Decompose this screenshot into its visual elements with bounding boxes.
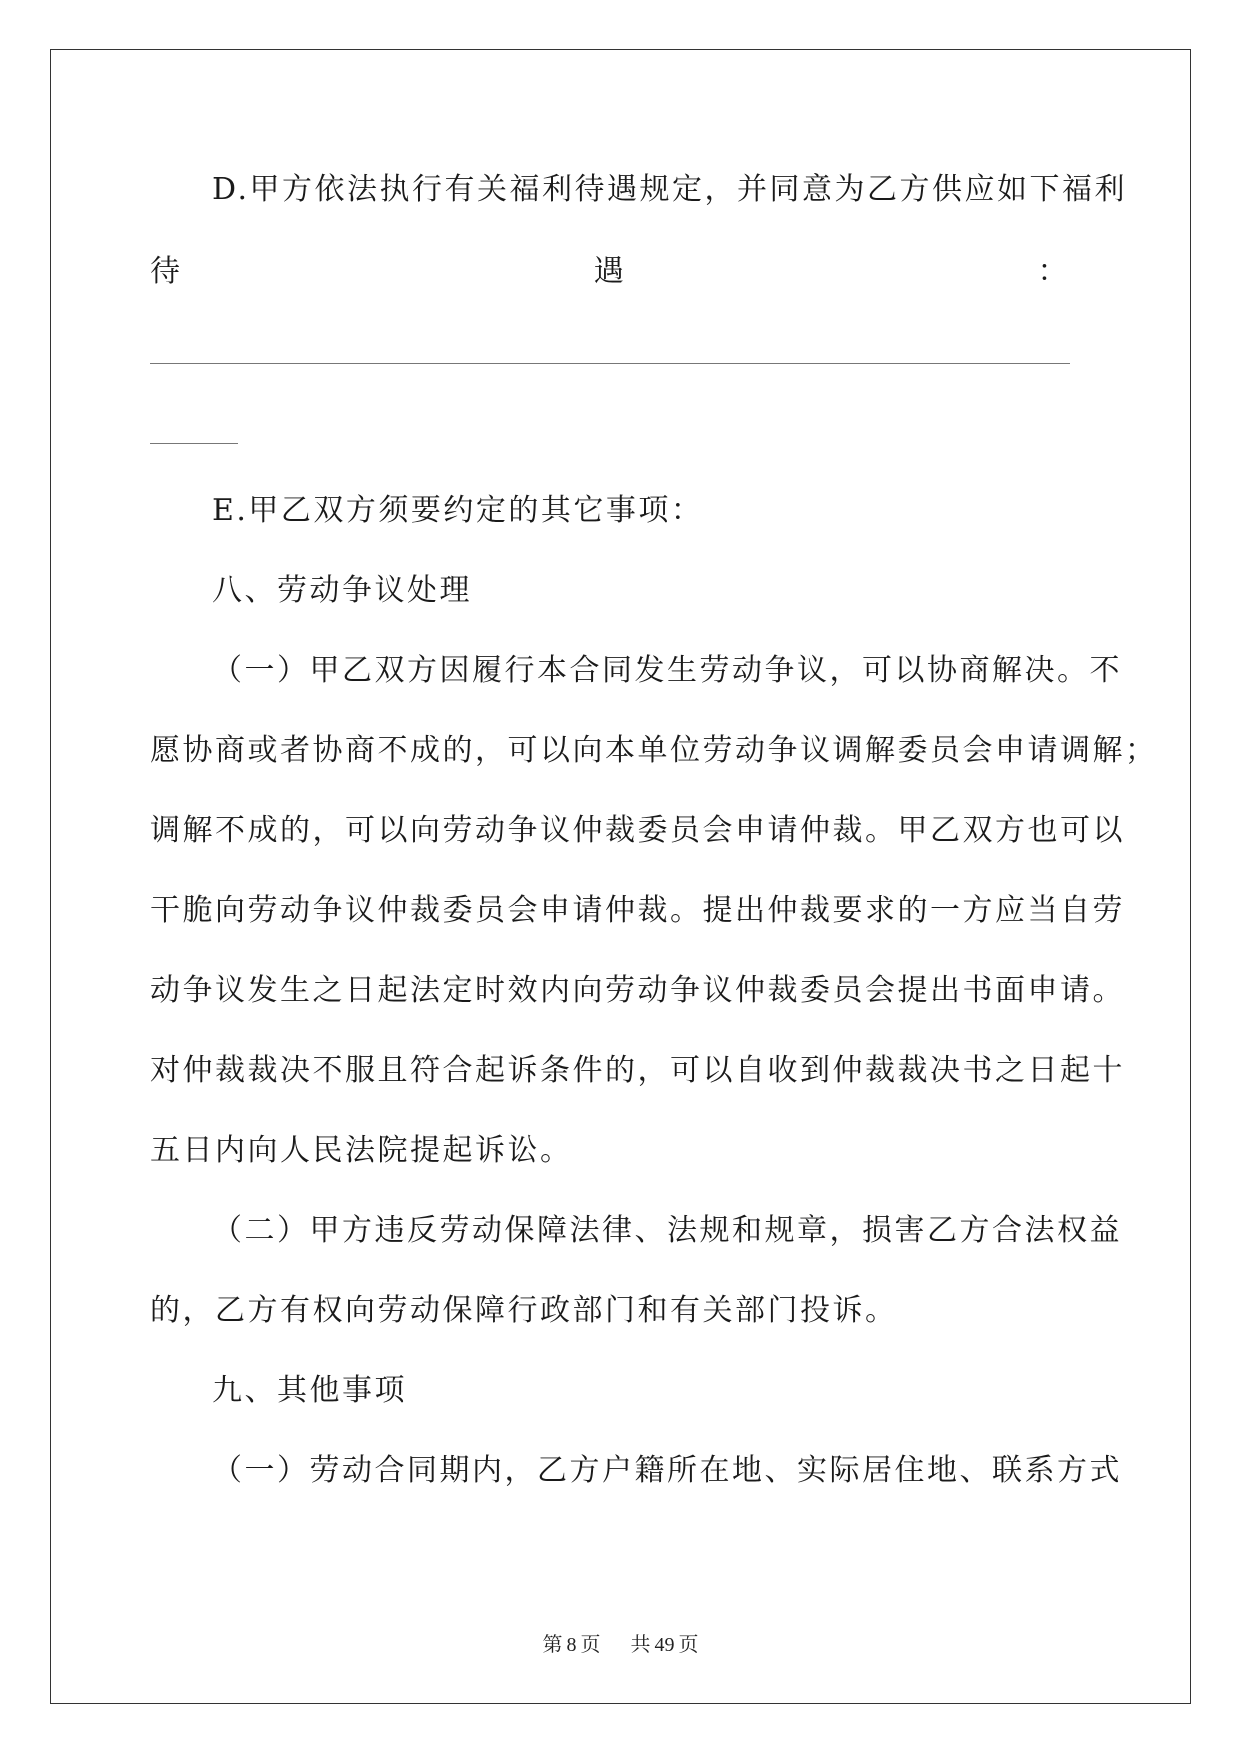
p8-1-line1: （一）甲乙双方因履行本合同发生劳动争议，可以协商解决。不 (212, 653, 1122, 688)
page-prefix: 第 (542, 1634, 563, 1656)
total-prefix: 共 (630, 1634, 651, 1656)
p8-1-line6: 对仲裁裁决不服且符合起诉条件的，可以自收到仲裁裁决书之日起十 (150, 1053, 1125, 1088)
p8-2-line1: （二）甲方违反劳动保障法律、法规和规章，损害乙方合法权益 (212, 1213, 1122, 1248)
heading-9: 九、其他事项 (212, 1373, 407, 1408)
para-d-line2 (150, 252, 1070, 292)
heading-8: 八、劳动争议处理 (212, 573, 472, 608)
p8-1-line5: 动争议发生之日起法定时效内向劳动争议仲裁委员会提出书面申请。 (150, 973, 1125, 1008)
para-e: E.甲乙双方须要约定的其它事项： (212, 493, 704, 528)
fill-in-rule-short (150, 443, 238, 444)
p8-1-line4: 干脆向劳动争议仲裁委员会申请仲裁。提出仲裁要求的一方应当自劳 (150, 893, 1125, 928)
total-pages: 49 (654, 1634, 675, 1656)
p8-1-line3: 调解不成的，可以向劳动争议仲裁委员会申请仲裁。甲乙双方也可以 (150, 813, 1125, 848)
para-d-line1: D.甲方依法执行有关福利待遇规定，并同意为乙方供应如下福利 (212, 172, 1128, 207)
fill-in-rule-long (150, 363, 1070, 364)
total-suffix: 页 (678, 1634, 699, 1656)
para-d-word-3: ： (1037, 254, 1070, 289)
p8-1-line2: 愿协商或者协商不成的，可以向本单位劳动争议调解委员会申请调解； (150, 733, 1158, 768)
p8-2-line2: 的，乙方有权向劳动保障行政部门和有关部门投诉。 (150, 1293, 898, 1328)
p9-1-line1: （一）劳动合同期内，乙方户籍所在地、实际居住地、联系方式 (212, 1453, 1122, 1488)
para-d-word-2: 遇 (593, 254, 627, 289)
page-number: 8 (566, 1634, 577, 1656)
page-suffix: 页 (580, 1634, 601, 1656)
para-d-word-1: 待 (150, 254, 183, 289)
p8-1-line7: 五日内向人民法院提起诉讼。 (150, 1133, 573, 1168)
page-footer (0, 1628, 1241, 1657)
